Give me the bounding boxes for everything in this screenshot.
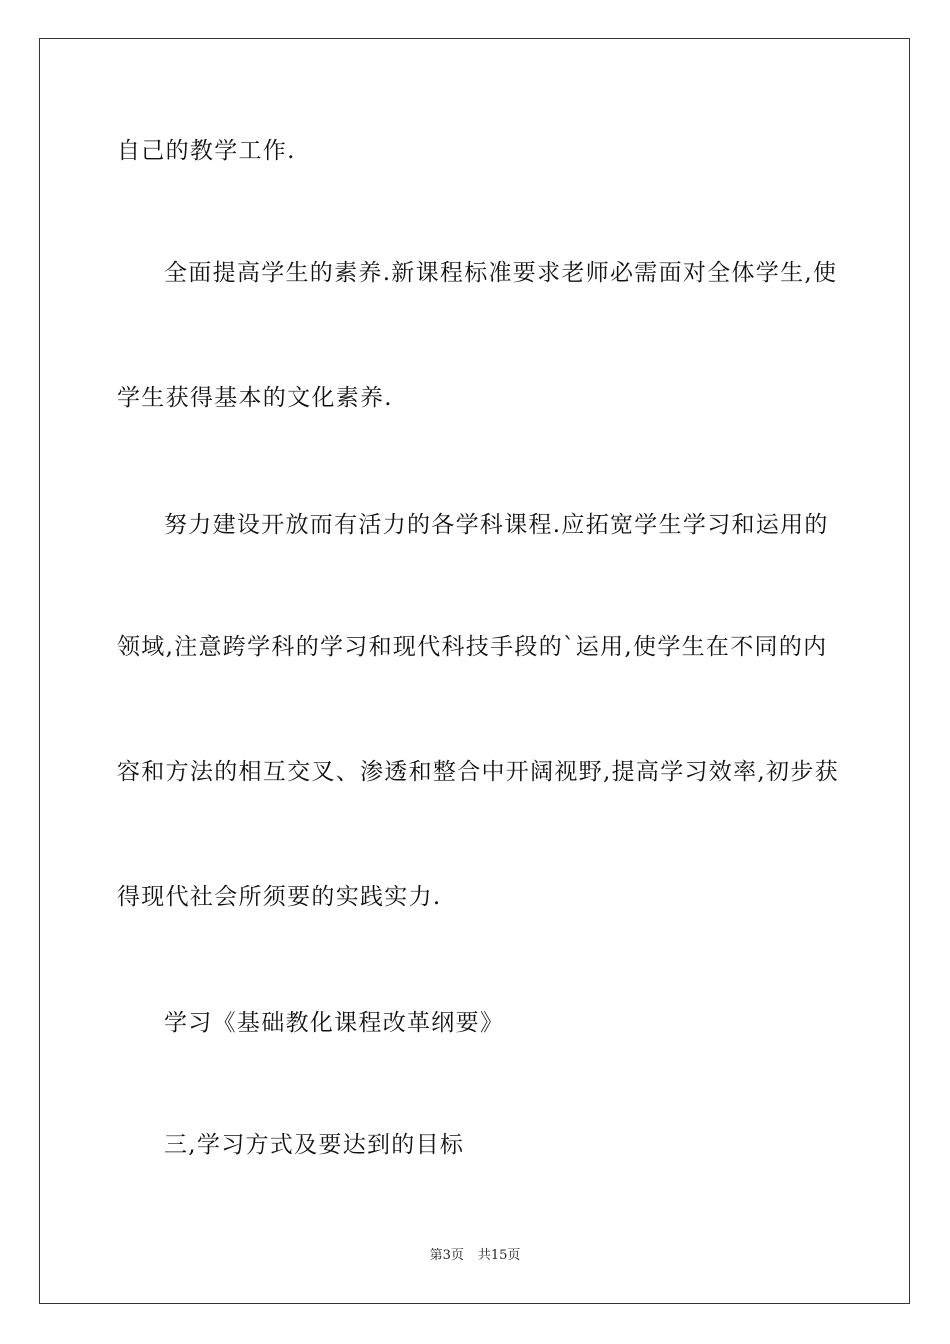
paragraph-line: 努力建设开放而有活力的各学科课程.应拓宽学生学习和运用的 (164, 512, 829, 538)
text-line: 得现代社会所须要的实践实力. (117, 884, 442, 910)
page-total: 共15页 (477, 1248, 521, 1263)
text-line: 领域,注意跨学科的学习和现代科技手段的`运用,使学生在不同的内 (117, 634, 828, 660)
text-line: 容和方法的相互交叉、渗透和整合中开阔视野,提高学习效率,初步获 (117, 759, 839, 785)
heading-line: 三,学习方式及要达到的目标 (164, 1132, 465, 1158)
page-border (39, 38, 910, 1304)
page-footer (0, 1247, 950, 1265)
paragraph-line: 学习《基础教化课程改革纲要》 (164, 1010, 505, 1036)
text-line: 学生获得基本的文化素养. (117, 385, 393, 411)
page-number: 第3页 (429, 1248, 464, 1263)
text-line: 自己的教学工作. (117, 138, 296, 164)
paragraph-line: 全面提高学生的素养.新课程标准要求老师必需面对全体学生,使 (164, 260, 838, 286)
